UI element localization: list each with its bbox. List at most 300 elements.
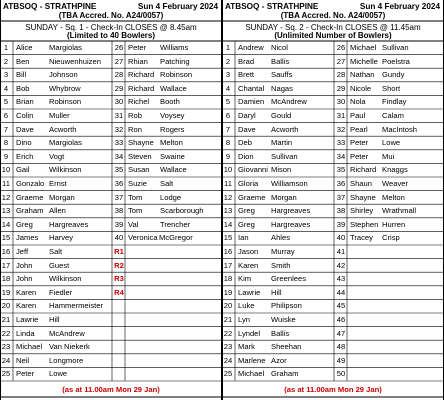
entry-number: 32 <box>114 124 124 134</box>
entry-number: 11 <box>224 179 232 188</box>
entry-number: 34 <box>336 151 346 161</box>
first-name: Dave <box>16 124 34 134</box>
last-name: Scarborough <box>160 206 204 216</box>
table-row <box>222 300 444 312</box>
first-name: Linda <box>16 328 35 338</box>
last-name: Voysey <box>160 111 185 120</box>
last-name: Morgan <box>271 192 297 202</box>
squad-2-limit-note: (Unlimited Number of Bowlers) <box>274 31 392 40</box>
first-name: Jason <box>238 247 259 256</box>
last-name: Sullivan <box>271 151 298 161</box>
last-name: Hurren <box>382 219 406 229</box>
last-name: Smith <box>271 260 291 270</box>
entry-number: 17 <box>1 260 11 270</box>
table-row <box>0 368 222 380</box>
table-row <box>222 192 444 204</box>
first-name: Jeff <box>16 247 29 256</box>
squad-2-org: ATBSOQ - STRATHPINE <box>225 2 319 11</box>
first-name: Daryl <box>238 111 256 120</box>
last-name: Martin <box>271 138 293 148</box>
first-name: Richard <box>128 83 155 93</box>
first-name: Peter <box>350 151 369 161</box>
last-name: Ahles <box>271 233 290 243</box>
last-name: Vogt <box>49 151 65 161</box>
first-name: Steven <box>128 151 152 161</box>
last-name: Margiolas <box>49 43 82 52</box>
entry-number: 41 <box>336 247 346 256</box>
entry-number: 6 <box>3 111 9 120</box>
first-name: Karen <box>16 301 37 311</box>
first-name: Paul <box>350 111 366 120</box>
last-name: Fiedler <box>49 287 73 297</box>
last-name: Salt <box>49 247 63 256</box>
last-name: Sauffs <box>271 70 293 80</box>
entry-number: 40 <box>114 233 124 243</box>
entry-number: 22 <box>223 328 233 338</box>
last-name: Mui <box>382 151 395 161</box>
table-row <box>0 164 222 176</box>
table-row <box>0 151 222 163</box>
table-row <box>0 355 222 367</box>
reserve-number: R1 <box>114 247 124 256</box>
table-row <box>222 341 444 353</box>
table-row <box>0 137 222 149</box>
last-name: Sheehan <box>271 342 302 352</box>
entry-number: 38 <box>336 206 346 216</box>
entry-number: 1 <box>3 43 9 52</box>
first-name: Gonzalo <box>16 179 45 188</box>
entry-number: 37 <box>114 192 124 202</box>
last-name: Murray <box>271 247 295 256</box>
squad-1-date: Sun 4 February 2024 <box>137 2 218 11</box>
last-name: Hargreaves <box>271 219 311 229</box>
table-row <box>222 124 444 136</box>
last-name: Guest <box>49 260 70 270</box>
last-name: Wallace <box>160 83 187 93</box>
squad-2-date: Sun 4 February 2024 <box>359 2 440 11</box>
entry-number: 29 <box>336 83 346 93</box>
entry-number: 26 <box>336 43 346 52</box>
entry-number: 19 <box>223 287 233 297</box>
first-name: Rhian <box>128 56 148 66</box>
entry-number: 19 <box>1 287 11 297</box>
table-row <box>0 328 222 340</box>
entry-number: 12 <box>223 192 233 202</box>
table-row <box>0 178 222 190</box>
last-name: Williams <box>160 43 189 52</box>
entry-number: 30 <box>114 97 124 107</box>
last-name: Knaggs <box>382 165 408 175</box>
last-name: Ernst <box>49 179 67 188</box>
first-name: Suzie <box>128 179 147 188</box>
entry-number: 10 <box>1 165 11 175</box>
last-name: Calam <box>382 111 404 120</box>
first-name: Shirley <box>350 206 374 216</box>
first-name: Shaun <box>350 179 372 188</box>
first-name: Marlene <box>238 355 266 365</box>
table-row <box>0 300 222 312</box>
first-name: Damien <box>238 97 265 107</box>
first-name: Brett <box>238 70 255 80</box>
first-name: Richard <box>128 70 155 80</box>
squad-1-accred: (TBA Accred. No. A24/0057) <box>58 11 164 20</box>
first-name: Deb <box>238 138 252 148</box>
entry-number: 33 <box>336 138 346 148</box>
last-name: Melton <box>382 192 405 202</box>
last-name: Wuiske <box>271 315 296 324</box>
entry-number: 42 <box>336 260 346 270</box>
entry-number: 27 <box>114 56 124 66</box>
first-name: John <box>16 274 33 284</box>
table-row <box>0 246 222 258</box>
entry-number: 44 <box>336 287 346 297</box>
first-name: Richard <box>350 165 377 175</box>
last-name: Longmore <box>49 355 84 365</box>
table-row <box>222 260 444 272</box>
table-row <box>222 219 444 231</box>
table-row <box>222 164 444 176</box>
entry-number: 8 <box>225 138 231 148</box>
table-row <box>222 178 444 190</box>
last-name: Philipson <box>271 301 302 311</box>
entry-number: 14 <box>223 219 233 229</box>
squad-1-org: ATBSOQ - STRATHPINE <box>3 2 97 11</box>
first-name: John <box>16 260 33 270</box>
last-name: Sullivan <box>382 43 409 52</box>
table-row <box>0 124 222 136</box>
entry-number: 43 <box>336 274 346 284</box>
last-name: Melton <box>160 138 183 148</box>
entry-number: 4 <box>3 83 9 93</box>
last-name: Johnson <box>49 70 78 80</box>
table-row <box>222 69 444 81</box>
entry-number: 32 <box>336 124 346 134</box>
squad-2-panel <box>222 0 444 400</box>
first-name: Andrew <box>238 43 264 52</box>
last-name: Lodge <box>160 192 182 202</box>
last-name: Wrathmall <box>382 206 417 216</box>
entry-number: 40 <box>336 233 346 243</box>
last-name: MacIntosh <box>382 124 418 134</box>
entry-number: 18 <box>223 274 233 284</box>
entry-number: 22 <box>1 328 11 338</box>
squad-2-session-line: SUNDAY - Sq. 2 - Check-In CLOSES @ 11.45am <box>245 23 421 32</box>
entry-number: 10 <box>223 165 233 175</box>
entry-number: 36 <box>336 179 346 188</box>
entry-number: 11 <box>2 179 10 188</box>
entry-number: 35 <box>336 165 346 175</box>
first-name: Ben <box>16 56 30 66</box>
last-name: Greenlees <box>271 274 307 284</box>
first-name: Greg <box>238 219 255 229</box>
entry-number: 37 <box>336 192 346 202</box>
entry-number: 3 <box>3 70 9 80</box>
first-name: Ron <box>128 124 142 134</box>
last-name: Booth <box>160 97 180 107</box>
entry-number: 28 <box>336 70 346 80</box>
last-name: Hammermeister <box>49 301 104 311</box>
entry-number: 7 <box>3 124 9 134</box>
first-name: Lyndel <box>238 328 261 338</box>
table-row <box>222 42 444 54</box>
first-name: Karen <box>16 287 37 297</box>
table-row <box>222 83 444 95</box>
table-row <box>0 287 222 299</box>
first-name: Michael <box>16 342 43 352</box>
table-row <box>222 96 444 108</box>
first-name: Rob <box>128 111 142 120</box>
last-name: Whybrow <box>49 83 81 93</box>
first-name: Peter <box>16 369 35 379</box>
first-name: Lyn <box>238 315 250 324</box>
last-name: Findlay <box>382 97 407 107</box>
first-name: Val <box>128 219 139 229</box>
first-name: Brian <box>16 97 34 107</box>
entry-number: 35 <box>114 165 124 175</box>
entry-number: 9 <box>3 151 9 161</box>
table-row <box>0 341 222 353</box>
entry-number: 7 <box>225 124 231 134</box>
entry-number: 12 <box>1 192 11 202</box>
entry-number: 25 <box>223 369 233 379</box>
entry-number: 30 <box>336 97 346 107</box>
entry-number: 2 <box>3 56 9 66</box>
table-row <box>222 137 444 149</box>
first-name: Pearl <box>350 124 368 134</box>
entry-number: 13 <box>223 206 233 216</box>
table-row <box>0 219 222 231</box>
first-name: Greg <box>238 206 255 216</box>
last-name: Poelstra <box>382 56 410 66</box>
first-name: Alice <box>16 43 33 52</box>
first-name: Veronica <box>128 233 158 243</box>
last-name: Nieuwenhuizen <box>49 56 101 66</box>
last-name: Patching <box>160 56 190 66</box>
first-name: Colin <box>16 111 34 120</box>
entry-number: 5 <box>3 97 9 107</box>
last-name: Mison <box>271 165 292 175</box>
entry-number: 31 <box>114 111 124 120</box>
table-row <box>222 205 444 217</box>
last-name: Ballis <box>271 56 290 66</box>
reserve-number: R3 <box>114 274 124 284</box>
entry-number: 4 <box>225 83 231 93</box>
table-row <box>222 328 444 340</box>
first-name: Mark <box>238 342 255 352</box>
first-name: Lawrie <box>238 287 261 297</box>
squad-2-footer: (as at 11.00am Mon 29 Jan) <box>284 385 382 394</box>
table-row <box>222 110 444 122</box>
entry-number: 47 <box>336 328 346 338</box>
first-name: Graeme <box>238 192 266 202</box>
last-name: Graham <box>271 369 299 379</box>
first-name: Erich <box>16 151 34 161</box>
first-name: Gloria <box>238 179 259 188</box>
entry-number: 34 <box>114 151 124 161</box>
entry-number: 1 <box>225 43 231 52</box>
entry-number: 23 <box>1 342 11 352</box>
entry-number: 26 <box>114 43 124 52</box>
first-name: Giovanni <box>238 165 268 175</box>
table-row <box>0 260 222 272</box>
last-name: Morgan <box>49 192 75 202</box>
entry-number: 24 <box>1 355 11 365</box>
table-row <box>0 273 222 285</box>
first-name: Tracey <box>350 233 373 243</box>
entry-number: 48 <box>336 342 346 352</box>
entry-number: 46 <box>336 315 346 324</box>
entry-number: 29 <box>114 83 124 93</box>
last-name: Robinson <box>49 97 82 107</box>
first-name: Neil <box>16 355 30 365</box>
last-name: Crisp <box>382 233 400 243</box>
table-row <box>222 287 444 299</box>
first-name: James <box>16 233 39 243</box>
last-name: Hill <box>49 315 60 324</box>
entry-number: 28 <box>114 70 124 80</box>
last-name: McAndrew <box>49 328 85 338</box>
entry-number: 20 <box>1 301 11 311</box>
squad-1-footer: (as at 11.00am Mon 29 Jan) <box>62 385 160 394</box>
last-name: Gould <box>271 111 292 120</box>
last-name: Azor <box>271 355 287 365</box>
entry-number: 3 <box>225 70 231 80</box>
first-name: Bill <box>16 70 27 80</box>
table-row <box>0 232 222 244</box>
table-row <box>0 314 222 326</box>
last-name: Swaine <box>160 151 185 161</box>
entry-number: 20 <box>223 301 233 311</box>
entry-number: 18 <box>1 274 11 284</box>
entry-number: 9 <box>225 151 231 161</box>
last-name: Wilkinson <box>49 274 82 284</box>
entry-number: 2 <box>225 56 231 66</box>
first-name: Shayne <box>128 138 154 148</box>
last-name: Salt <box>160 179 174 188</box>
squad-2-accred: (TBA Accred. No. A24/0057) <box>280 11 386 20</box>
table-row <box>0 205 222 217</box>
entry-number: 39 <box>114 219 124 229</box>
first-name: Gail <box>16 165 30 175</box>
entry-number: 17 <box>223 260 233 270</box>
first-name: Brad <box>238 56 255 66</box>
first-name: Nathan <box>350 70 375 80</box>
table-row <box>0 69 222 81</box>
table-row <box>222 232 444 244</box>
entry-number: 5 <box>225 97 231 107</box>
entry-number: 45 <box>336 301 346 311</box>
squad-1-session-line: SUNDAY - Sq. 1 - Check-In CLOSES @ 8.45am <box>25 23 197 32</box>
first-name: Peter <box>128 43 147 52</box>
first-name: Greg <box>16 219 33 229</box>
last-name: Acworth <box>271 124 299 134</box>
table-row <box>0 96 222 108</box>
first-name: Dave <box>238 124 256 134</box>
last-name: Ballis <box>271 328 290 338</box>
last-name: Wallace <box>160 165 187 175</box>
last-name: Margiolas <box>49 138 82 148</box>
entry-number: 16 <box>1 247 11 256</box>
last-name: Rogers <box>160 124 185 134</box>
first-name: Lawrie <box>16 315 39 324</box>
first-name: Graeme <box>16 192 44 202</box>
first-name: Richel <box>128 97 150 107</box>
entry-number: 24 <box>223 355 233 365</box>
first-name: Dino <box>16 138 32 148</box>
table-row <box>222 355 444 367</box>
entry-number: 31 <box>336 111 346 120</box>
last-name: Lowe <box>382 138 401 148</box>
entry-number: 25 <box>1 369 11 379</box>
entry-number: 16 <box>223 247 233 256</box>
table-row <box>222 246 444 258</box>
table-row <box>222 273 444 285</box>
table-row <box>0 110 222 122</box>
first-name: Bob <box>16 83 30 93</box>
first-name: Nola <box>350 97 366 107</box>
first-name: Tom <box>128 206 143 216</box>
table-row <box>222 56 444 68</box>
last-name: Muller <box>49 111 70 120</box>
reserve-number: R2 <box>114 260 124 270</box>
first-name: Michael <box>238 369 265 379</box>
last-name: Wilkinson <box>49 165 82 175</box>
first-name: Shayne <box>350 192 376 202</box>
entry-number: 8 <box>3 138 9 148</box>
first-name: Tom <box>128 192 143 202</box>
entry-number: 15 <box>1 233 11 243</box>
last-name: Harvey <box>49 233 74 243</box>
table-row <box>222 314 444 326</box>
entry-number: 39 <box>336 219 346 229</box>
entry-number: 23 <box>223 342 233 352</box>
first-name: Michelle <box>350 56 378 66</box>
entry-number: 6 <box>225 111 231 120</box>
table-row <box>0 83 222 95</box>
first-name: Michael <box>350 43 377 52</box>
first-name: Luke <box>238 301 255 311</box>
entry-number: 49 <box>336 355 346 365</box>
last-name: Hill <box>271 287 282 297</box>
last-name: Robinson <box>160 70 193 80</box>
entry-number: 27 <box>336 56 346 66</box>
last-name: Trencher <box>160 219 191 229</box>
entry-number: 38 <box>114 206 124 216</box>
reserve-number: R4 <box>114 287 124 297</box>
first-name: Peter <box>350 138 369 148</box>
entry-number: 36 <box>114 179 124 188</box>
last-name: Nagas <box>271 83 293 93</box>
table-row <box>0 56 222 68</box>
last-name: Nicol <box>271 43 288 52</box>
last-name: Short <box>382 83 401 93</box>
entry-number: 14 <box>1 219 11 229</box>
table-row <box>222 368 444 380</box>
first-name: Nicole <box>350 83 372 93</box>
last-name: Acworth <box>49 124 77 134</box>
entry-number: 13 <box>1 206 11 216</box>
first-name: Graham <box>16 206 44 216</box>
last-name: McGregor <box>159 233 193 243</box>
first-name: Stephen <box>350 219 379 229</box>
first-name: Susan <box>128 165 150 175</box>
first-name: Kim <box>238 274 252 284</box>
table-row <box>0 42 222 54</box>
entry-number: 33 <box>114 138 124 148</box>
first-name: Chantal <box>238 83 265 93</box>
first-name: Dion <box>238 151 254 161</box>
entry-number: 15 <box>223 233 233 243</box>
